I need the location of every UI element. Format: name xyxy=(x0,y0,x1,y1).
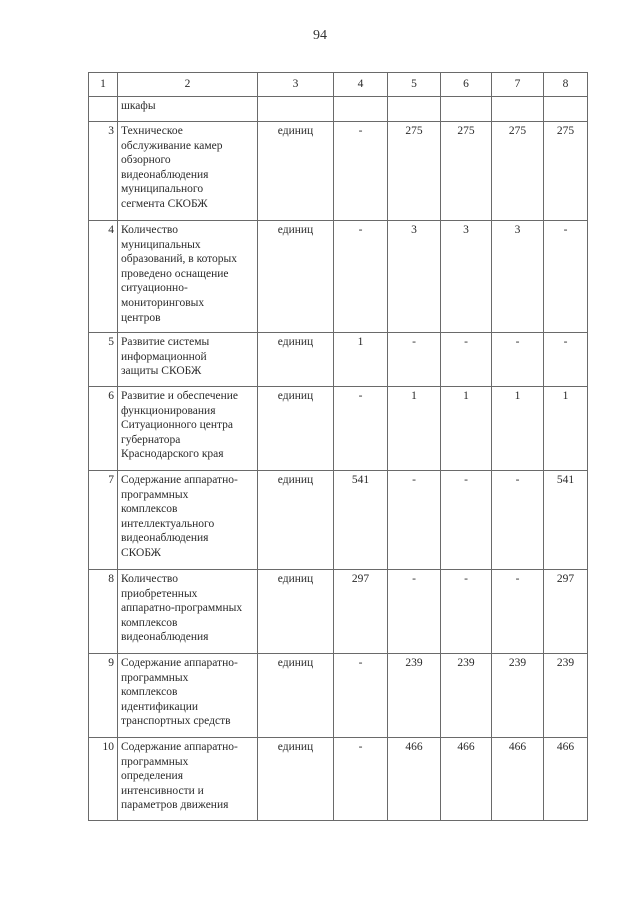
table-row xyxy=(89,654,588,738)
row-value-col8 xyxy=(544,97,588,122)
row-value-col6: 239 xyxy=(441,654,492,738)
row-description: Количество приобретенных аппаратно-программных комплексов видеонаблюдения xyxy=(118,570,258,654)
row-value-col8: 1 xyxy=(544,387,588,471)
row-description: Количество муниципальных образований, в которых проведено оснащение ситуационно- мониторинговых центров xyxy=(118,221,258,333)
row-value-col7: 239 xyxy=(492,654,544,738)
row-unit: единиц xyxy=(258,471,334,570)
row-description: шкафы xyxy=(118,97,258,122)
row-value-col5: 1 xyxy=(388,387,441,471)
row-value-col5: 239 xyxy=(388,654,441,738)
row-value-col4: - xyxy=(334,387,388,471)
row-value-col6: 3 xyxy=(441,221,492,333)
header-cell-8: 8 xyxy=(544,73,588,97)
row-value-col7: 466 xyxy=(492,738,544,821)
row-value-col8: 239 xyxy=(544,654,588,738)
row-value-col6 xyxy=(441,97,492,122)
row-unit: единиц xyxy=(258,570,334,654)
row-unit: единиц xyxy=(258,738,334,821)
header-cell-5: 5 xyxy=(388,73,441,97)
row-value-col4: 541 xyxy=(334,471,388,570)
row-number: 4 xyxy=(89,221,118,333)
row-value-col4: - xyxy=(334,738,388,821)
row-unit: единиц xyxy=(258,221,334,333)
table-row xyxy=(89,471,588,570)
row-value-col7: 1 xyxy=(492,387,544,471)
row-unit: единиц xyxy=(258,333,334,387)
row-value-col7 xyxy=(492,97,544,122)
table-header-row xyxy=(89,73,588,97)
row-description: Развитие системы информационной защиты СКОБЖ xyxy=(118,333,258,387)
row-value-col6: - xyxy=(441,471,492,570)
row-number: 10 xyxy=(89,738,118,821)
row-unit xyxy=(258,97,334,122)
row-value-col5: - xyxy=(388,333,441,387)
row-description: Развитие и обеспечение функционирования Ситуационного центра губернатора Краснодарского края xyxy=(118,387,258,471)
row-number: 6 xyxy=(89,387,118,471)
table-row xyxy=(89,333,588,387)
indicators-table xyxy=(88,72,588,821)
row-value-col7: 3 xyxy=(492,221,544,333)
table-row xyxy=(89,387,588,471)
table-row xyxy=(89,122,588,221)
row-value-col8: 297 xyxy=(544,570,588,654)
row-description: Содержание аппаратно- программных комплексов идентификации транспортных средств xyxy=(118,654,258,738)
table-row xyxy=(89,738,588,821)
row-value-col4: - xyxy=(334,122,388,221)
row-value-col6: 466 xyxy=(441,738,492,821)
row-description: Содержание аппаратно- программных комплексов интеллектуального видеонаблюдения СКОБЖ xyxy=(118,471,258,570)
row-value-col6: - xyxy=(441,570,492,654)
row-value-col8: 466 xyxy=(544,738,588,821)
header-cell-7: 7 xyxy=(492,73,544,97)
table-row xyxy=(89,97,588,122)
row-value-col5: 466 xyxy=(388,738,441,821)
row-number: 8 xyxy=(89,570,118,654)
row-number: 7 xyxy=(89,471,118,570)
row-number xyxy=(89,97,118,122)
row-value-col5: 3 xyxy=(388,221,441,333)
row-value-col7: - xyxy=(492,471,544,570)
row-value-col8: - xyxy=(544,333,588,387)
row-value-col7: - xyxy=(492,333,544,387)
row-value-col7: 275 xyxy=(492,122,544,221)
row-value-col4: - xyxy=(334,654,388,738)
header-cell-6: 6 xyxy=(441,73,492,97)
row-value-col6: 1 xyxy=(441,387,492,471)
row-value-col6: 275 xyxy=(441,122,492,221)
table-row xyxy=(89,570,588,654)
row-value-col5 xyxy=(388,97,441,122)
row-value-col8: - xyxy=(544,221,588,333)
row-value-col5: - xyxy=(388,570,441,654)
row-value-col4: 1 xyxy=(334,333,388,387)
row-description: Содержание аппаратно- программных определения интенсивности и параметров движения xyxy=(118,738,258,821)
page-number: 94 xyxy=(313,28,327,43)
row-number: 3 xyxy=(89,122,118,221)
row-description: Техническое обслуживание камер обзорного видеонаблюдения муниципального сегмента СКОБЖ xyxy=(118,122,258,221)
row-value-col7: - xyxy=(492,570,544,654)
row-number: 9 xyxy=(89,654,118,738)
header-cell-4: 4 xyxy=(334,73,388,97)
row-value-col8: 541 xyxy=(544,471,588,570)
table-row xyxy=(89,221,588,333)
row-number: 5 xyxy=(89,333,118,387)
row-value-col4 xyxy=(334,97,388,122)
row-unit: единиц xyxy=(258,654,334,738)
row-value-col4: 297 xyxy=(334,570,388,654)
header-cell-2: 2 xyxy=(118,73,258,97)
row-value-col8: 275 xyxy=(544,122,588,221)
row-value-col5: 275 xyxy=(388,122,441,221)
row-unit: единиц xyxy=(258,122,334,221)
row-value-col6: - xyxy=(441,333,492,387)
header-cell-3: 3 xyxy=(258,73,334,97)
row-value-col4: - xyxy=(334,221,388,333)
header-cell-1: 1 xyxy=(89,73,118,97)
row-value-col5: - xyxy=(388,471,441,570)
row-unit: единиц xyxy=(258,387,334,471)
